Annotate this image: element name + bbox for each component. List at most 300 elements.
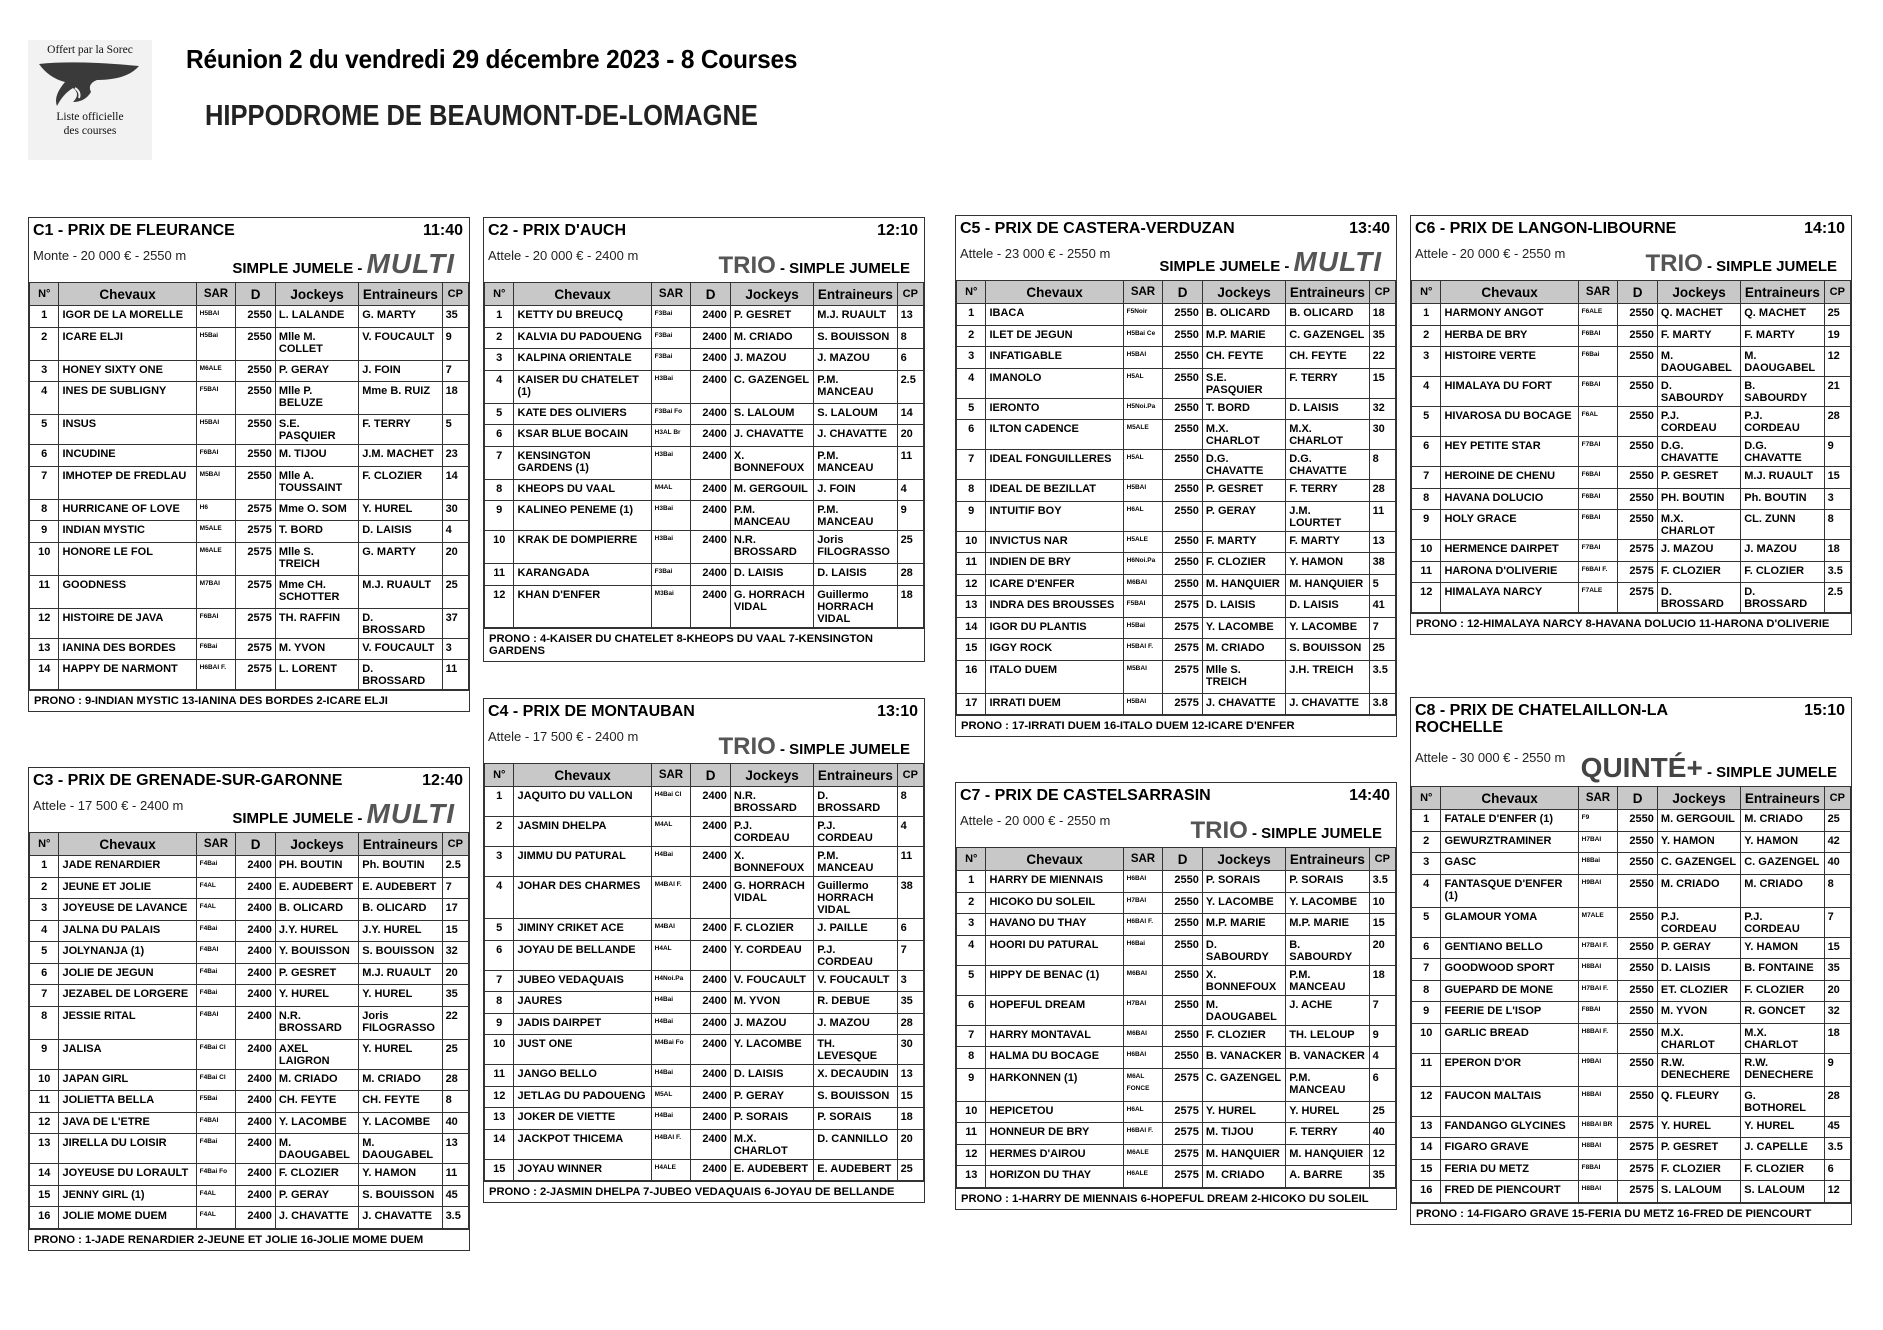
distance: 2550	[1618, 853, 1658, 875]
bet-types-simple-jumele: - SIMPLE JUMELE	[1247, 825, 1382, 842]
trainer: D.G. CHAVATTE	[1741, 437, 1824, 467]
runner-number: 8	[1412, 488, 1441, 510]
distance: 2575	[236, 575, 276, 608]
horse-name: INDRA DES BROUSSES	[986, 596, 1123, 618]
runner-number: 11	[957, 1123, 986, 1145]
jockey: B. VANACKER	[1202, 1047, 1285, 1069]
trainer: M.J. RUAULT	[359, 575, 442, 608]
runners-table	[29, 832, 469, 1229]
jockey: L. LALANDE	[275, 306, 358, 328]
runner-number: 13	[30, 638, 59, 660]
runner-row	[30, 1006, 469, 1039]
race-header	[1411, 698, 1851, 786]
sar-code: H5Bai	[1123, 617, 1163, 639]
col-header-number: N°	[485, 764, 514, 787]
trainer: D. LAISIS	[1286, 398, 1369, 420]
runners-table	[29, 282, 469, 690]
distance: 2400	[691, 1108, 731, 1130]
jockey: D. BROSSARD	[1657, 583, 1740, 613]
sar-code: M4BAI F.	[651, 877, 691, 919]
distance: 2550	[1163, 574, 1203, 596]
sar-code: F6Bai	[196, 638, 236, 660]
jockey: F. CLOZIER	[1202, 1025, 1285, 1047]
runner-row	[485, 479, 924, 501]
runners-table	[956, 847, 1396, 1188]
sar-code: F4Bai Cl	[196, 1039, 236, 1069]
runner-number: 4	[957, 935, 986, 965]
runner-number: 1	[485, 306, 514, 328]
runner-number: 2	[30, 327, 59, 360]
horse-name: HARMONY ANGOT	[1441, 304, 1578, 326]
sar-code: H7BAI	[1578, 831, 1618, 853]
trainer: S. LALOUM	[814, 403, 897, 425]
col-header-horses: Chevaux	[59, 833, 196, 856]
sar-code: H7BAI F.	[1578, 980, 1618, 1002]
col-header-sar: SAR	[1578, 281, 1618, 304]
horse-name: FANDANGO GLYCINES	[1441, 1116, 1578, 1138]
trainer: J. CAPELLE	[1741, 1138, 1824, 1160]
trainer: J. MAZOU	[814, 1013, 897, 1035]
jockey: D. SABOURDY	[1202, 935, 1285, 965]
cp-odds: 42	[1824, 831, 1850, 853]
trainer: F. CLOZIER	[1741, 980, 1824, 1002]
sar-code: F8BAI	[1578, 1159, 1618, 1181]
horse-name: KENSINGTON GARDENS (1)	[514, 446, 651, 479]
horse-name: GARLIC BREAD	[1441, 1023, 1578, 1053]
race-name: C3 - PRIX DE GRENADE-SUR-GARONNE	[33, 772, 343, 789]
jockey: P.J. CORDEAU	[1657, 907, 1740, 937]
runner-row	[485, 847, 924, 877]
runner-row	[30, 327, 469, 360]
sar-code: H4ALE	[651, 1159, 691, 1181]
jockey: C. GAZENGEL	[1202, 1068, 1285, 1101]
sar-code: M4AL	[651, 817, 691, 847]
bet-type-featured: MULTI	[366, 248, 455, 279]
distance: 2550	[1618, 510, 1658, 540]
col-header-trainers: Entraineurs	[814, 283, 897, 306]
runner-row	[30, 575, 469, 608]
cp-odds: 22	[1369, 347, 1395, 369]
horse-name: INDIEN DE BRY	[986, 553, 1123, 575]
bet-types-simple-jumele: SIMPLE JUMELE -	[232, 810, 367, 827]
jockey: M. CRIADO	[1202, 639, 1285, 661]
sar-code: H4Bai	[651, 1065, 691, 1087]
runner-row	[485, 1108, 924, 1130]
distance: 2550	[1163, 304, 1203, 326]
horse-name: HERMES D'AIROU	[986, 1144, 1123, 1166]
jockey: P. GERAY	[1202, 501, 1285, 531]
jockey: D. LAISIS	[1202, 596, 1285, 618]
horse-name: GOODWOOD SPORT	[1441, 959, 1578, 981]
col-header-jockeys: Jockeys	[275, 283, 358, 306]
runner-number: 6	[485, 940, 514, 970]
runner-row	[30, 360, 469, 382]
jockey: B. OLICARD	[275, 899, 358, 921]
jockey: Y. BOUISSON	[275, 942, 358, 964]
cp-odds: 9	[442, 327, 468, 360]
runner-number: 13	[957, 596, 986, 618]
trainer: F. MARTY	[1286, 531, 1369, 553]
cp-odds: 32	[442, 942, 468, 964]
race-card-c8	[1410, 697, 1852, 1225]
cp-odds: 20	[1369, 935, 1395, 965]
sar-code: H7BAI F.	[1578, 937, 1618, 959]
runner-row	[1412, 810, 1851, 832]
runner-row	[957, 1025, 1396, 1047]
trainer: Y. LACOMBE	[1286, 617, 1369, 639]
horse-name: GEWURZTRAMINER	[1441, 831, 1578, 853]
distance: 2575	[236, 660, 276, 690]
trainer: S. BOUISSON	[359, 1185, 442, 1207]
col-header-horses: Chevaux	[1441, 281, 1578, 304]
cp-odds: 40	[1824, 853, 1850, 875]
horse-name: GLAMOUR YOMA	[1441, 907, 1578, 937]
col-header-distance: D	[1163, 281, 1203, 304]
bet-types	[718, 252, 910, 280]
cp-odds: 25	[1824, 810, 1850, 832]
prono-line: PRONO : 9-INDIAN MYSTIC 13-IANINA DES BORDES 2-ICARE ELJI	[29, 690, 469, 711]
sar-code: M3Bai	[651, 585, 691, 627]
distance: 2575	[1163, 1068, 1203, 1101]
cp-odds: 45	[442, 1185, 468, 1207]
cp-odds: 28	[1824, 407, 1850, 437]
distance: 2400	[236, 1069, 276, 1091]
runner-number: 14	[957, 617, 986, 639]
runner-row	[1412, 407, 1851, 437]
distance: 2575	[236, 638, 276, 660]
cp-odds: 8	[1824, 874, 1850, 907]
race-conditions: Attele - 20 000 € - 2550 m	[960, 813, 1111, 828]
sar-code: F3Bai	[651, 327, 691, 349]
cp-odds: 2.5	[442, 856, 468, 878]
runner-number: 2	[30, 877, 59, 899]
distance: 2550	[1618, 377, 1658, 407]
col-header-cp: CP	[1369, 281, 1395, 304]
trainer: M.J. RUAULT	[1741, 467, 1824, 489]
runner-number: 10	[1412, 540, 1441, 562]
horse-name: KARANGADA	[514, 564, 651, 586]
horse-name: KSAR BLUE BOCAIN	[514, 425, 651, 447]
jockey: PH. BOUTIN	[275, 856, 358, 878]
race-time: 12:40	[422, 772, 463, 789]
distance: 2550	[1618, 437, 1658, 467]
jockey: M. HANQUIER	[1202, 1144, 1285, 1166]
horse-name: HAVANA DOLUCIO	[1441, 488, 1578, 510]
trainer: M. CRIADO	[1741, 810, 1824, 832]
sar-code: F4Bai Cl	[196, 1069, 236, 1091]
sar-code: H8BAI	[1578, 1138, 1618, 1160]
trainer: J. CHAVATTE	[359, 1207, 442, 1229]
runner-number: 1	[957, 871, 986, 893]
jockey: P. GESRET	[1657, 1138, 1740, 1160]
runner-number: 4	[1412, 874, 1441, 907]
trainer: M. HANQUIER	[1286, 574, 1369, 596]
distance: 2550	[236, 466, 276, 499]
cp-odds: 19	[1824, 325, 1850, 347]
distance: 2550	[1618, 937, 1658, 959]
cp-odds: 15	[1824, 467, 1850, 489]
race-time: 13:40	[1349, 220, 1390, 237]
horse-name: ICARE D'ENFER	[986, 574, 1123, 596]
horse-name: IERONTO	[986, 398, 1123, 420]
trainer: M.P. MARIE	[1286, 914, 1369, 936]
cp-odds: 14	[897, 403, 923, 425]
cp-odds: 13	[897, 306, 923, 328]
trainer: B. VANACKER	[1286, 1047, 1369, 1069]
runner-number: 7	[30, 466, 59, 499]
col-header-jockeys: Jockeys	[1657, 281, 1740, 304]
trainer: F. TERRY	[1286, 368, 1369, 398]
distance: 2400	[691, 992, 731, 1014]
horse-name: JESSIE RITAL	[59, 1006, 196, 1039]
runner-number: 10	[957, 1101, 986, 1123]
logo-bottom-line1: Liste officielle	[56, 111, 124, 123]
cp-odds: 7	[1824, 907, 1850, 937]
runner-row	[1412, 1116, 1851, 1138]
sar-code: H4Bai	[651, 847, 691, 877]
cp-odds: 25	[1369, 639, 1395, 661]
col-header-cp: CP	[442, 283, 468, 306]
runner-row	[30, 521, 469, 543]
distance: 2550	[1163, 965, 1203, 995]
runner-row	[30, 1134, 469, 1164]
runner-row	[485, 564, 924, 586]
runner-row	[957, 553, 1396, 575]
horse-name: KETTY DU BREUCQ	[514, 306, 651, 328]
col-header-cp: CP	[1369, 848, 1395, 871]
trainer: D. LAISIS	[814, 564, 897, 586]
sar-code: F6BAI F.	[1578, 561, 1618, 583]
sar-code: H8BAI F.	[1578, 1023, 1618, 1053]
distance: 2550	[1618, 959, 1658, 981]
jockey: P. GESRET	[730, 306, 813, 328]
horse-name: HEPICETOU	[986, 1101, 1123, 1123]
distance: 2400	[691, 1065, 731, 1087]
horse-name: HEROINE DE CHENU	[1441, 467, 1578, 489]
jockey: M.X. CHARLOT	[1657, 1023, 1740, 1053]
distance: 2400	[236, 1134, 276, 1164]
runner-row	[30, 445, 469, 467]
runner-row	[1412, 437, 1851, 467]
table-header-row	[1412, 787, 1851, 810]
horse-name: GASC	[1441, 853, 1578, 875]
cp-odds: 25	[897, 531, 923, 564]
runner-number: 5	[30, 942, 59, 964]
distance: 2400	[691, 940, 731, 970]
jockey: V. FOUCAULT	[730, 970, 813, 992]
cp-odds: 9	[897, 501, 923, 531]
runner-number: 9	[485, 1013, 514, 1035]
distance: 2550	[1618, 325, 1658, 347]
prono-line: PRONO : 17-IRRATI DUEM 16-ITALO DUEM 12-ICARE D'ENFER	[956, 715, 1396, 736]
jockey: N.R. BROSSARD	[275, 1006, 358, 1039]
logo-top-text: Offert par la Sorec	[47, 44, 133, 56]
bet-types-simple-jumele: - SIMPLE JUMELE	[775, 741, 910, 758]
distance: 2400	[236, 1164, 276, 1186]
runners-table	[956, 280, 1396, 715]
sar-code: H4BAI F.	[651, 1129, 691, 1159]
horse-name: JOKER DE VIETTE	[514, 1108, 651, 1130]
sar-code: H5BAI	[1123, 693, 1163, 715]
runner-number: 1	[30, 856, 59, 878]
cp-odds: 5	[1369, 574, 1395, 596]
horse-head-icon	[35, 58, 145, 110]
distance: 2550	[1618, 1086, 1658, 1116]
trainer: V. FOUCAULT	[359, 638, 442, 660]
trainer: J. MAZOU	[814, 349, 897, 371]
horse-name: JOYAU WINNER	[514, 1159, 651, 1181]
jockey: M. YVON	[730, 992, 813, 1014]
trainer: B. SABOURDY	[1286, 935, 1369, 965]
runner-number: 7	[957, 450, 986, 480]
col-header-sar: SAR	[196, 833, 236, 856]
trainer: Y. HUREL	[359, 1039, 442, 1069]
prono-line: PRONO : 14-FIGARO GRAVE 15-FERIA DU METZ 16-FRED DE PIENCOURT	[1411, 1203, 1851, 1224]
table-header-row	[485, 283, 924, 306]
horse-name: JEUNE ET JOLIE	[59, 877, 196, 899]
trainer: M. HANQUIER	[1286, 1144, 1369, 1166]
bet-types	[232, 248, 455, 280]
runner-row	[1412, 907, 1851, 937]
horse-name: HONNEUR DE BRY	[986, 1123, 1123, 1145]
horse-name: JUST ONE	[514, 1035, 651, 1065]
runner-row	[485, 403, 924, 425]
runner-number: 13	[485, 1108, 514, 1130]
trainer: J. CHAVATTE	[1286, 693, 1369, 715]
horse-name: KALVIA DU PADOUENG	[514, 327, 651, 349]
race-name: C4 - PRIX DE MONTAUBAN	[488, 703, 695, 720]
distance: 2550	[1163, 368, 1203, 398]
horse-name: KAISER DU CHATELET (1)	[514, 370, 651, 403]
cp-odds: 8	[442, 1091, 468, 1113]
cp-odds: 5	[442, 415, 468, 445]
col-header-horses: Chevaux	[986, 848, 1123, 871]
trainer: B. OLICARD	[359, 899, 442, 921]
horse-name: ITALO DUEM	[986, 660, 1123, 693]
trainer: F. TERRY	[1286, 1123, 1369, 1145]
bet-types	[1190, 817, 1382, 845]
trainer: Ph. BOUTIN	[359, 856, 442, 878]
runner-row	[957, 617, 1396, 639]
jockey: M.P. MARIE	[1202, 914, 1285, 936]
trainer: Ph. BOUTIN	[1741, 488, 1824, 510]
race-conditions: Attele - 20 000 € - 2400 m	[488, 248, 639, 263]
meeting-title: Réunion 2 du vendredi 29 décembre 2023 - 8 Courses	[186, 44, 798, 74]
runner-number: 5	[485, 919, 514, 941]
col-header-horses: Chevaux	[514, 764, 651, 787]
jockey: AXEL LAIGRON	[275, 1039, 358, 1069]
cp-odds: 30	[1369, 420, 1395, 450]
col-header-horses: Chevaux	[514, 283, 651, 306]
col-header-cp: CP	[897, 764, 923, 787]
race-conditions: Attele - 30 000 € - 2550 m	[1415, 750, 1566, 765]
runner-number: 2	[1412, 325, 1441, 347]
horse-name: JALNA DU PALAIS	[59, 920, 196, 942]
trainer: F. CLOZIER	[359, 466, 442, 499]
runner-row	[1412, 1002, 1851, 1024]
sar-code: M4Bai Fo	[651, 1035, 691, 1065]
runner-row	[957, 347, 1396, 369]
horse-name: HARRY MONTAVAL	[986, 1025, 1123, 1047]
sar-code: H5BAI	[1123, 347, 1163, 369]
trainer: P.M. MANCEAU	[1286, 965, 1369, 995]
sar-code: H6AL	[1123, 501, 1163, 531]
runner-row	[485, 370, 924, 403]
jockey: C. GAZENGEL	[1657, 853, 1740, 875]
trainer: B. OLICARD	[1286, 304, 1369, 326]
col-header-distance: D	[691, 764, 731, 787]
trainer: F. CLOZIER	[1741, 1159, 1824, 1181]
sar-code: F5BAI	[1123, 596, 1163, 618]
distance: 2400	[236, 1039, 276, 1069]
runner-number: 3	[957, 914, 986, 936]
jockey: E. AUDEBERT	[730, 1159, 813, 1181]
cp-odds: 8	[1824, 510, 1850, 540]
jockey: M. DAOUGABEL	[275, 1134, 358, 1164]
cp-odds: 32	[1824, 1002, 1850, 1024]
sar-code: H6BAI	[1123, 1047, 1163, 1069]
runner-number: 13	[30, 1134, 59, 1164]
sar-code: H8BAI BR	[1578, 1116, 1618, 1138]
jockey: P. GERAY	[275, 1185, 358, 1207]
cp-odds: 9	[1824, 437, 1850, 467]
runner-row	[485, 306, 924, 328]
distance: 2550	[1163, 325, 1203, 347]
runners-table	[484, 282, 924, 628]
runner-row	[485, 1035, 924, 1065]
runner-number: 11	[485, 564, 514, 586]
jockey: Q. MACHET	[1657, 304, 1740, 326]
race-name: C6 - PRIX DE LANGON-LIBOURNE	[1415, 220, 1677, 237]
trainer: J. CHAVATTE	[814, 425, 897, 447]
distance: 2400	[691, 919, 731, 941]
sar-code: F8BAI	[1578, 1002, 1618, 1024]
runner-row	[30, 1207, 469, 1229]
distance: 2575	[1618, 1159, 1658, 1181]
jockey: J. MAZOU	[730, 349, 813, 371]
sar-code: F7ALE	[1578, 583, 1618, 613]
distance: 2575	[1163, 639, 1203, 661]
horse-name: JALISA	[59, 1039, 196, 1069]
distance: 2550	[1618, 831, 1658, 853]
jockey: M. GERGOUIL	[1657, 810, 1740, 832]
sar-code: H6	[196, 499, 236, 521]
horse-name: JOLYNANJA (1)	[59, 942, 196, 964]
cp-odds: 3.5	[1369, 871, 1395, 893]
cp-odds: 37	[442, 608, 468, 638]
runner-row	[30, 963, 469, 985]
cp-odds: 8	[897, 787, 923, 817]
runner-number: 3	[1412, 347, 1441, 377]
trainer: M. CRIADO	[359, 1069, 442, 1091]
runner-number: 15	[1412, 1159, 1441, 1181]
trainer: P. SORAIS	[814, 1108, 897, 1130]
jockey: M. DAOUGABEL	[1202, 995, 1285, 1025]
runner-number: 12	[485, 585, 514, 627]
race-card-c6	[1410, 215, 1852, 635]
cp-odds: 11	[442, 660, 468, 690]
trainer: D. BROSSARD	[359, 608, 442, 638]
horse-name: KATE DES OLIVIERS	[514, 403, 651, 425]
runner-row	[1412, 488, 1851, 510]
distance: 2575	[1163, 1101, 1203, 1123]
distance: 2550	[1618, 980, 1658, 1002]
trainer: F. TERRY	[359, 415, 442, 445]
runner-row	[30, 1091, 469, 1113]
runner-number: 6	[485, 425, 514, 447]
horse-name: HORIZON DU THAY	[986, 1166, 1123, 1188]
trainer: J.M. LOURTET	[1286, 501, 1369, 531]
